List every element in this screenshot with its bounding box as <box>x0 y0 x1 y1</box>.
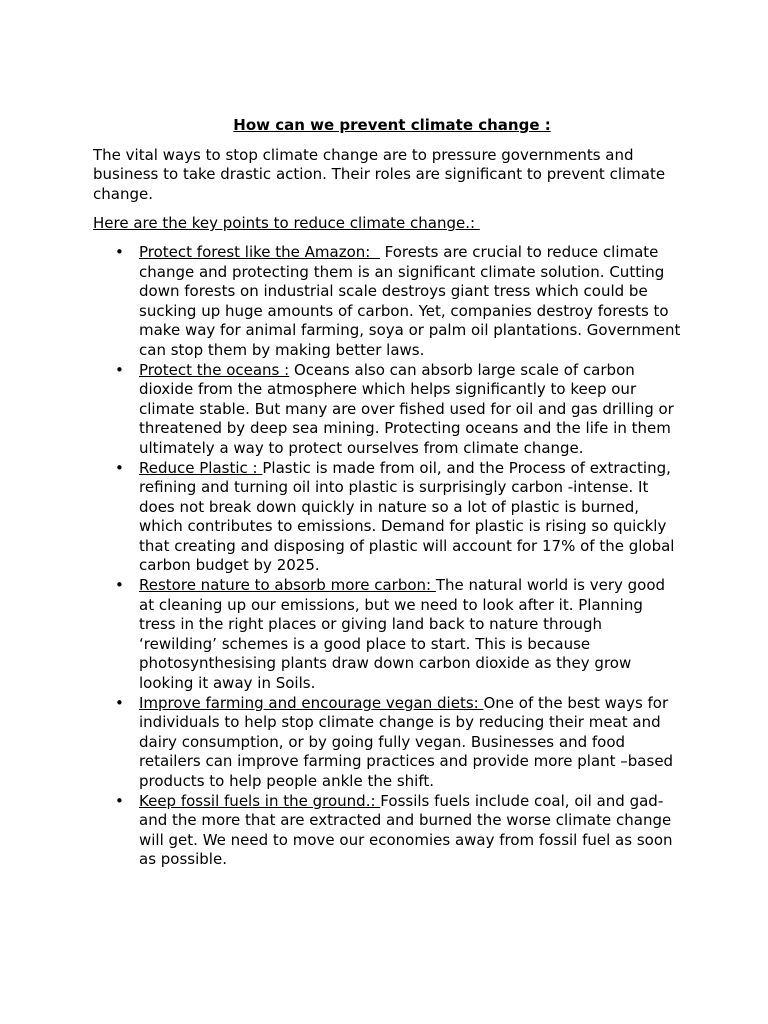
key-point-item <box>93 459 683 577</box>
key-point-item <box>93 792 683 870</box>
key-point-heading: Protect forest like the Amazon: <box>139 242 380 261</box>
document-page <box>93 116 683 870</box>
key-point-text: Plastic is made from oil, and the Process of extracting, refining and turning oil into plastic is surprisingly carbon -intense. It does not break down quickly in nature so a lot of plastic is burned, which contributes to emissions. Demand for plastic is rising so quickly that creating and disposing of plastic will account for 17% of the global carbon budget by 2025. <box>139 458 675 575</box>
key-point-text: Forests are crucial to reduce climate change and protecting them is an significant climate solution. Cutting down forests on industrial scale destroys giant tress which could be sucking up huge amounts of carbon. Yet, companies destroy forests to make way for animal farming, soya or palm oil plantations. Government can stop them by making better laws. <box>139 242 681 359</box>
bullet-icon: • <box>115 360 124 379</box>
key-point-heading: Improve farming and encourage vegan diets: <box>139 693 484 712</box>
key-point-heading: Restore nature to absorb more carbon: <box>139 576 436 595</box>
key-point-heading: Reduce Plastic : <box>139 458 263 477</box>
key-points-heading-line <box>93 214 683 234</box>
key-points-list <box>93 243 683 870</box>
key-point-item <box>93 694 683 792</box>
key-point-item <box>93 361 683 459</box>
bullet-icon: • <box>115 242 124 261</box>
key-point-text: Fossils fuels include coal, oil and gad-and the more that are extracted and burned the worse climate change will get. We need to move our economies away from fossil fuel as soon as possible. <box>139 791 673 869</box>
key-point-text: Oceans also can absorb large scale of carbon dioxide from the atmosphere which helps significantly to keep our climate stable. But many are over fished used for oil and gas drilling or threatened by deep sea mining. Protecting oceans and the life in them ultimately a way to protect ourselves from climate change. <box>139 360 674 457</box>
key-point-item <box>93 243 683 361</box>
key-point-heading: Keep fossil fuels in the ground.: <box>139 791 381 810</box>
key-points-heading: Here are the key points to reduce climate change.: <box>93 214 480 233</box>
bullet-icon: • <box>115 791 124 810</box>
key-point-item <box>93 576 683 694</box>
key-point-text: One of the best ways for individuals to help stop climate change is by reducing their meat and dairy consumption, or by going fully vegan. Businesses and food retailers can improve farming practices and provide more plant –based products to help people ankle the shift. <box>139 693 674 790</box>
bullet-icon: • <box>115 458 124 477</box>
key-point-heading: Protect the oceans : <box>139 360 290 379</box>
bullet-icon: • <box>115 576 124 595</box>
bullet-icon: • <box>115 693 124 712</box>
document-title: How can we prevent climate change : <box>233 116 551 134</box>
key-point-text: The natural world is very good at cleaning up our emissions, but we need to look after it. Planning tress in the right places or giving land back to nature through ‘rewilding’ schemes is a good place to start. This is because photosynthesising plants draw down carbon dioxide as they grow looking it away in Soils. <box>139 576 666 693</box>
intro-paragraph: The vital ways to stop climate change are to pressure governments and business to take drastic action. Their roles are significant to prevent climate change. <box>93 145 666 203</box>
